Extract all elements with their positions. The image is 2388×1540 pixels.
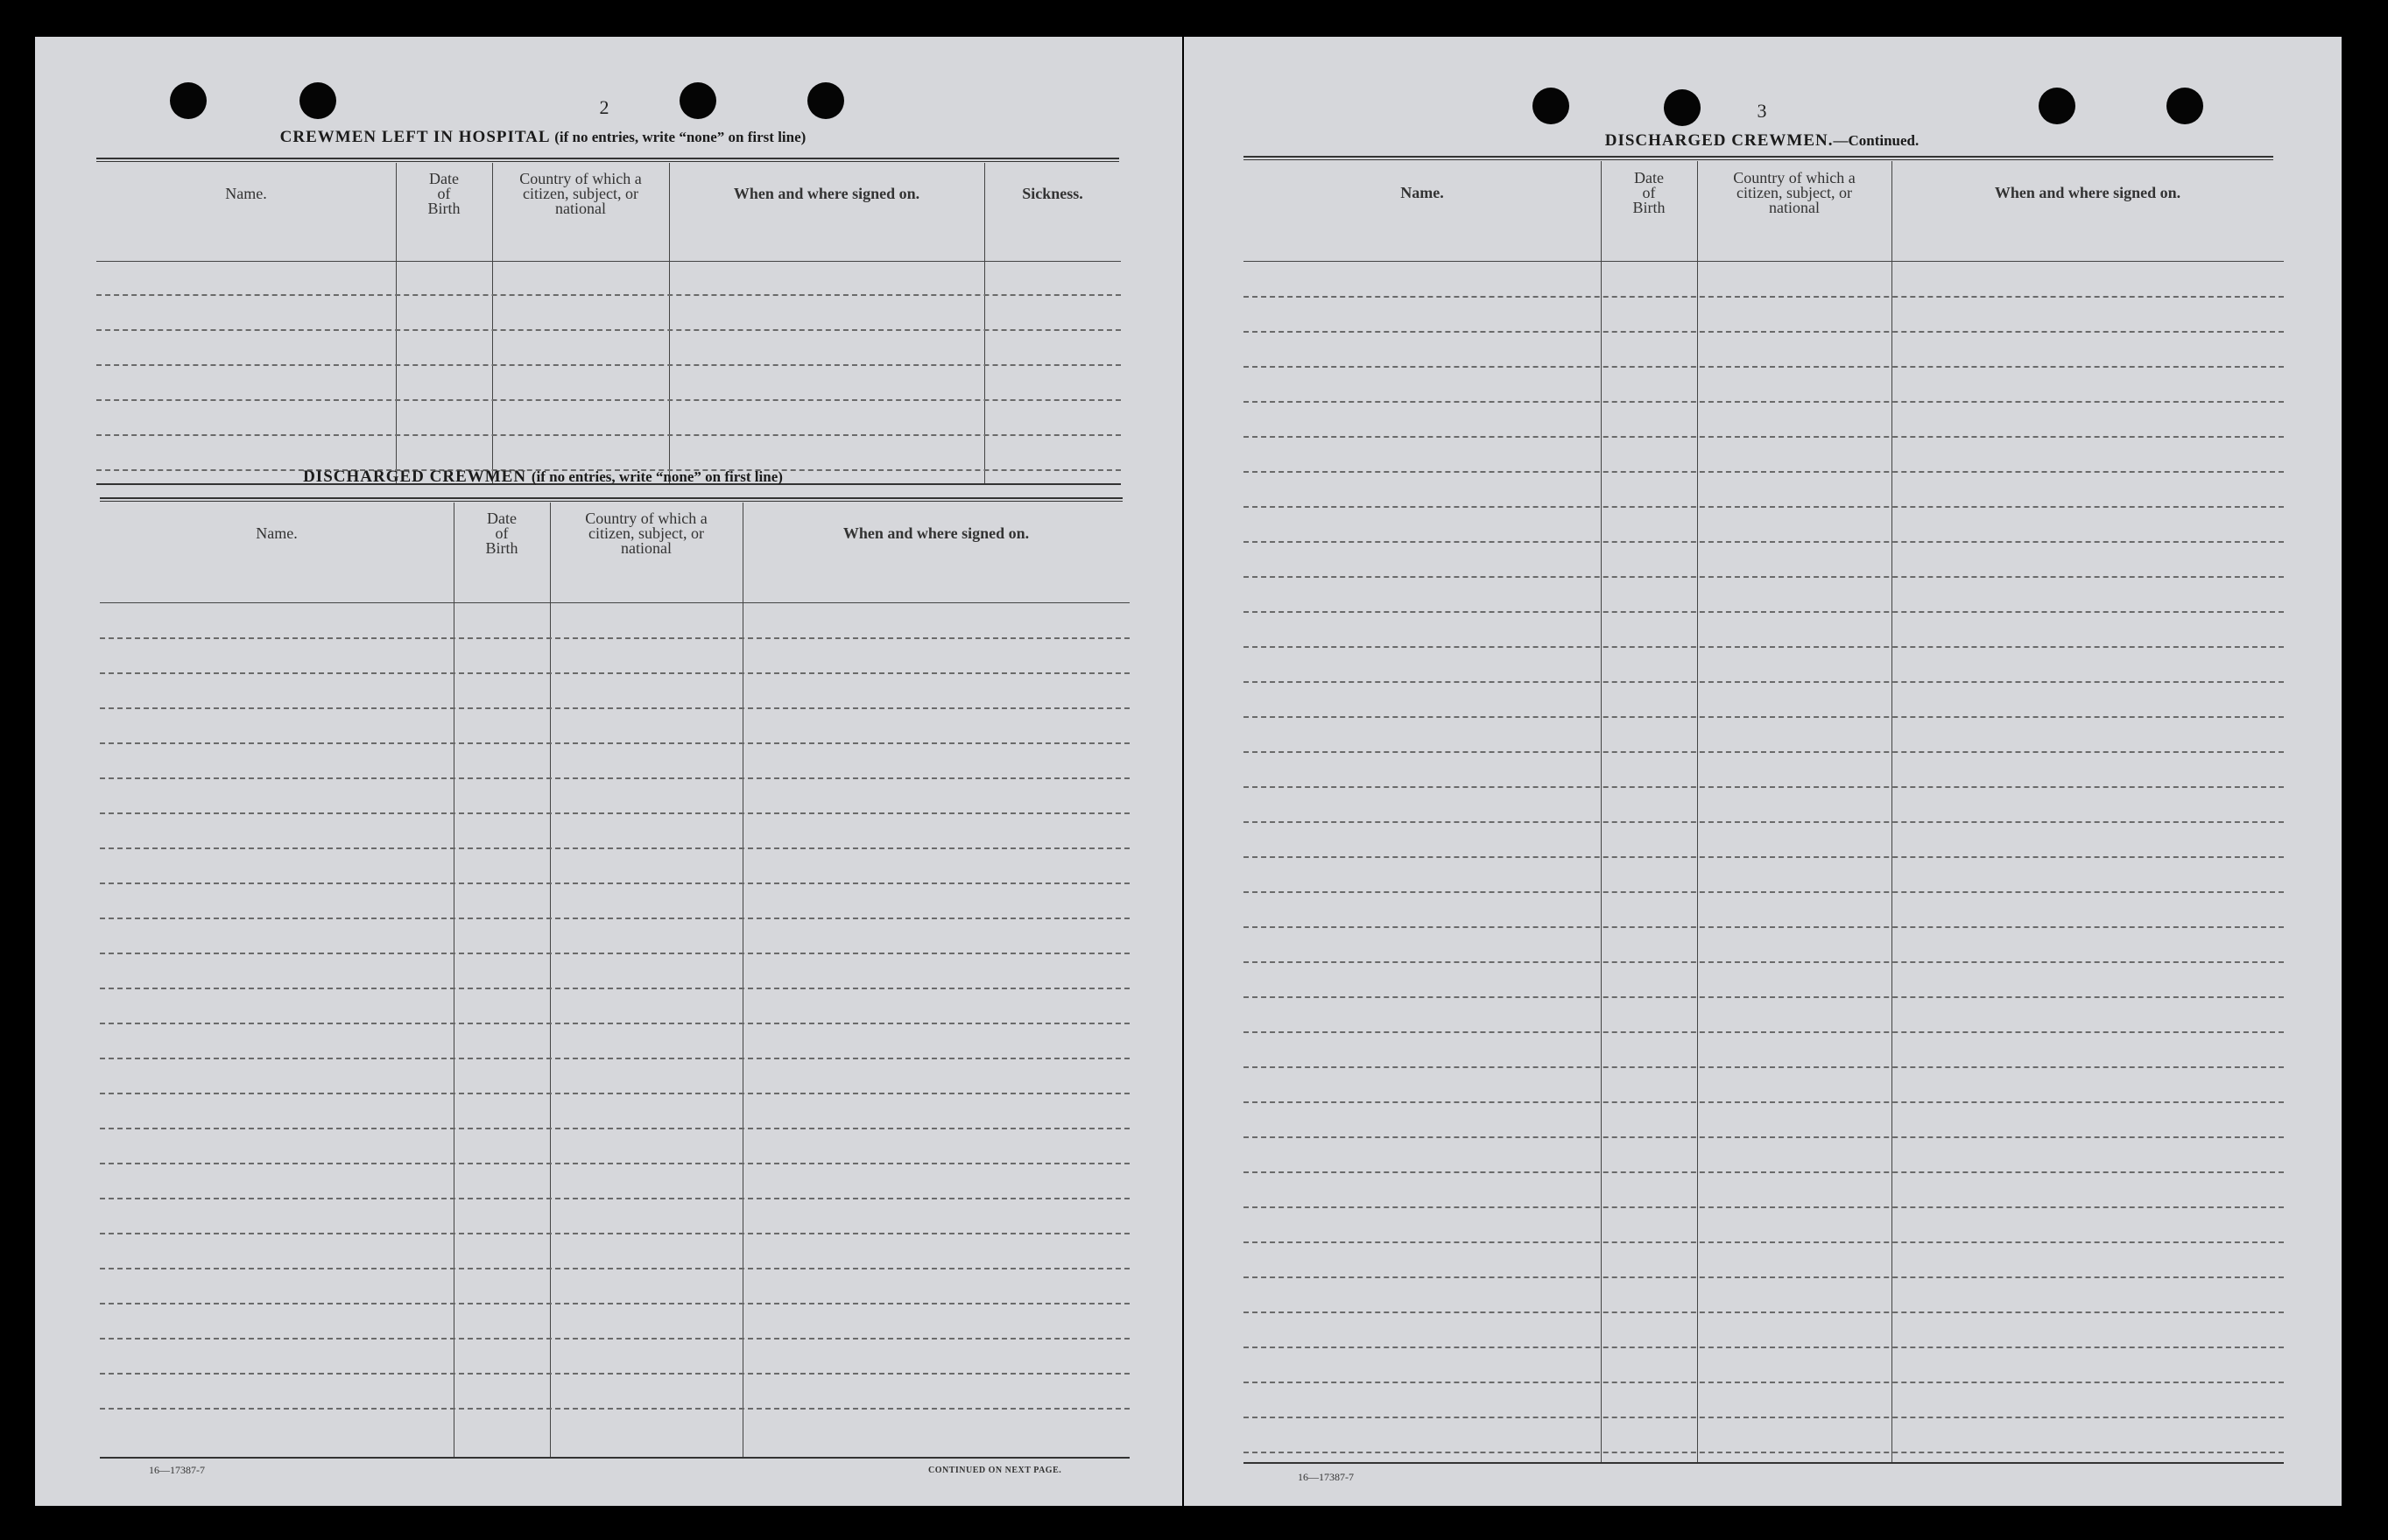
discharged-title-note: (if no entries, write “none” on first line) [531, 468, 783, 485]
column-divider [1601, 161, 1602, 1462]
entry-line [100, 1338, 1130, 1340]
column-header-name: Name. [256, 524, 298, 542]
punch-hole [807, 82, 844, 119]
form-number: 16—17387-7 [1298, 1471, 1354, 1483]
entry-line [1243, 681, 2284, 683]
column-header-sickness: Sickness. [1022, 184, 1083, 202]
column-header-dob: Date of Birth [485, 509, 518, 557]
title-main: DISCHARGED CREWMEN. [1604, 131, 1834, 150]
discharged-continued-table [1243, 161, 2284, 1462]
entry-line [1243, 891, 2284, 893]
entry-line [1243, 786, 2284, 788]
entry-line [1243, 541, 2284, 543]
entry-line [100, 988, 1130, 989]
column-divider [550, 503, 551, 1457]
header-underline [96, 261, 1121, 262]
column-header-dob: Date of Birth [427, 169, 461, 217]
punch-hole [1532, 88, 1569, 124]
column-header-signed-on: When and where signed on. [842, 524, 1030, 542]
entry-line [1243, 401, 2284, 403]
entry-line [1243, 611, 2284, 613]
entry-line [100, 777, 1130, 779]
entry-line [100, 953, 1130, 954]
entry-line [100, 1268, 1130, 1269]
entry-line [100, 1373, 1130, 1375]
entry-line [1243, 1311, 2284, 1313]
entry-line [1243, 961, 2284, 963]
entry-line [100, 883, 1130, 884]
entry-line [100, 672, 1130, 674]
hospital-title-main: CREWMEN LEFT IN HOSPITAL [279, 128, 550, 146]
entry-line [1243, 716, 2284, 718]
section-rule [1243, 1462, 2284, 1464]
entry-line [100, 1058, 1130, 1059]
entry-line [1243, 1171, 2284, 1173]
entry-line [96, 399, 1121, 401]
double-rule [96, 158, 1119, 162]
entry-line [100, 1303, 1130, 1304]
entry-line [96, 294, 1121, 296]
hospital-section-title [140, 128, 946, 147]
form-number: 16—17387-7 [149, 1464, 205, 1476]
entry-line [100, 1408, 1130, 1410]
entry-line [96, 364, 1121, 366]
entry-line [1243, 576, 2284, 578]
column-divider [1891, 161, 1892, 1462]
punch-hole [2166, 88, 2203, 124]
entry-line [1243, 751, 2284, 753]
discharged-table [100, 503, 1130, 1457]
entry-line [100, 707, 1130, 709]
column-header-country: Country of which a citizen, subject, or national [519, 169, 642, 217]
entry-line [1243, 366, 2284, 368]
column-divider [1697, 161, 1698, 1462]
left-page [35, 37, 1182, 1506]
column-header-name: Name. [225, 184, 267, 202]
entry-line [1243, 1417, 2284, 1418]
entry-line [1243, 996, 2284, 998]
entry-line [1243, 1136, 2284, 1138]
page-number: 3 [1757, 100, 1767, 122]
entry-line [100, 1093, 1130, 1094]
entry-line [100, 1128, 1130, 1129]
entry-line [1243, 506, 2284, 508]
column-header-signed-on: When and where signed on. [733, 184, 920, 202]
discharged-continued-title [1359, 131, 2165, 151]
entry-line [100, 847, 1130, 849]
entry-line [1243, 436, 2284, 438]
discharged-section-title [140, 468, 946, 487]
entry-line [1243, 1066, 2284, 1068]
column-header-country: Country of which a citizen, subject, or national [585, 509, 708, 557]
double-rule [1243, 156, 2273, 160]
entry-line [1243, 1382, 2284, 1383]
hospital-table [96, 163, 1121, 483]
entry-line [1243, 926, 2284, 928]
column-header-dob: Date of Birth [1632, 168, 1666, 216]
punch-hole [170, 82, 207, 119]
entry-line [96, 434, 1121, 436]
entry-line [100, 1163, 1130, 1164]
entry-line [1243, 1241, 2284, 1243]
section-rule [100, 1457, 1130, 1459]
header-underline [1243, 261, 2284, 262]
double-rule [100, 497, 1123, 502]
entry-line [1243, 471, 2284, 473]
column-header-country: Country of which a citizen, subject, or national [1733, 168, 1856, 216]
entry-line [100, 637, 1130, 639]
entry-line [1243, 296, 2284, 298]
entry-line [1243, 1031, 2284, 1033]
entry-line [1243, 1206, 2284, 1208]
punch-hole [2039, 88, 2075, 124]
page-number: 2 [599, 96, 609, 118]
punch-hole [680, 82, 716, 119]
hospital-title-note: (if no entries, write “none” on first line) [554, 129, 807, 145]
entry-line [100, 1233, 1130, 1234]
entry-line [1243, 1276, 2284, 1278]
right-page [1184, 37, 2342, 1506]
entry-line [100, 812, 1130, 814]
entry-line [1243, 856, 2284, 858]
header-underline [100, 602, 1130, 603]
discharged-title-main: DISCHARGED CREWMEN [303, 468, 527, 486]
entry-line [100, 1198, 1130, 1199]
continued-note: CONTINUED ON NEXT PAGE. [928, 1466, 1062, 1475]
punch-hole [299, 82, 336, 119]
entry-line [1243, 646, 2284, 648]
entry-line [1243, 821, 2284, 823]
entry-line [100, 918, 1130, 919]
column-header-name: Name. [1400, 183, 1444, 201]
entry-line [1243, 1101, 2284, 1103]
entry-line [1243, 331, 2284, 333]
entry-line [100, 1023, 1130, 1024]
entry-line [1243, 1452, 2284, 1453]
punch-hole [1664, 89, 1701, 126]
entry-line [96, 329, 1121, 331]
title-note: —Continued. [1833, 132, 1920, 149]
column-header-signed-on: When and where signed on. [1994, 183, 2181, 201]
entry-line [1243, 1347, 2284, 1348]
entry-line [100, 742, 1130, 744]
